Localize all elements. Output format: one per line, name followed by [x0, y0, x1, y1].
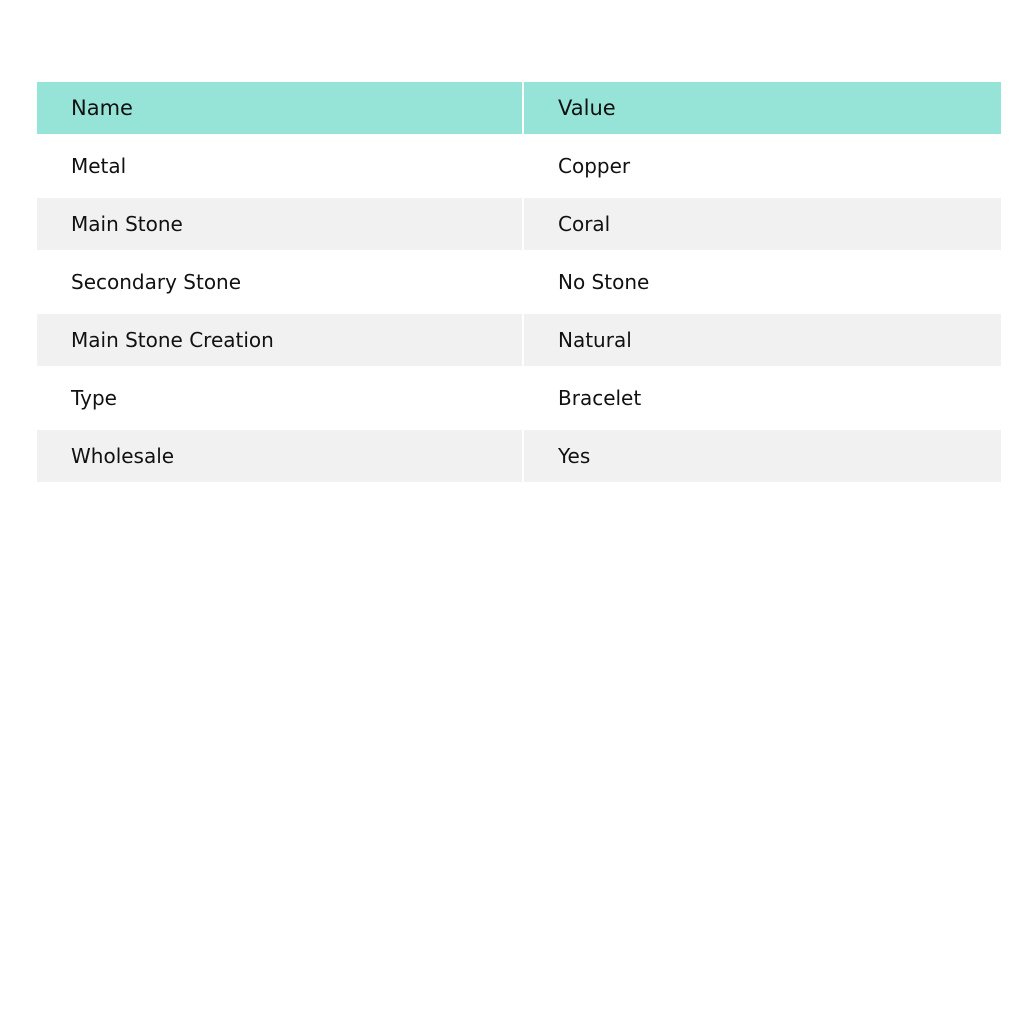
cell-value: Natural [558, 328, 632, 352]
column-header-value: Value [558, 96, 616, 120]
table-row [37, 366, 1001, 430]
cell-name: Main Stone Creation [37, 314, 523, 366]
cell-name: Secondary Stone [37, 250, 523, 314]
cell-name: Type [37, 366, 523, 430]
table-header-row [37, 82, 1001, 134]
specifications-table [37, 82, 1001, 482]
table-header [37, 82, 1001, 134]
table-row [37, 250, 1001, 314]
cell-name: Metal [37, 134, 523, 198]
table-body [37, 134, 1001, 482]
cell-value: Yes [558, 444, 591, 468]
column-header-name: Name [37, 82, 523, 134]
cell-value: Bracelet [558, 386, 642, 410]
table-row [37, 198, 1001, 250]
table-row [37, 430, 1001, 482]
table-row [37, 314, 1001, 366]
cell-value: No Stone [558, 270, 650, 294]
cell-name: Main Stone [37, 198, 523, 250]
cell-value: Copper [558, 154, 631, 178]
cell-value: Coral [558, 212, 611, 236]
table-row [37, 134, 1001, 198]
cell-name: Wholesale [37, 430, 523, 482]
